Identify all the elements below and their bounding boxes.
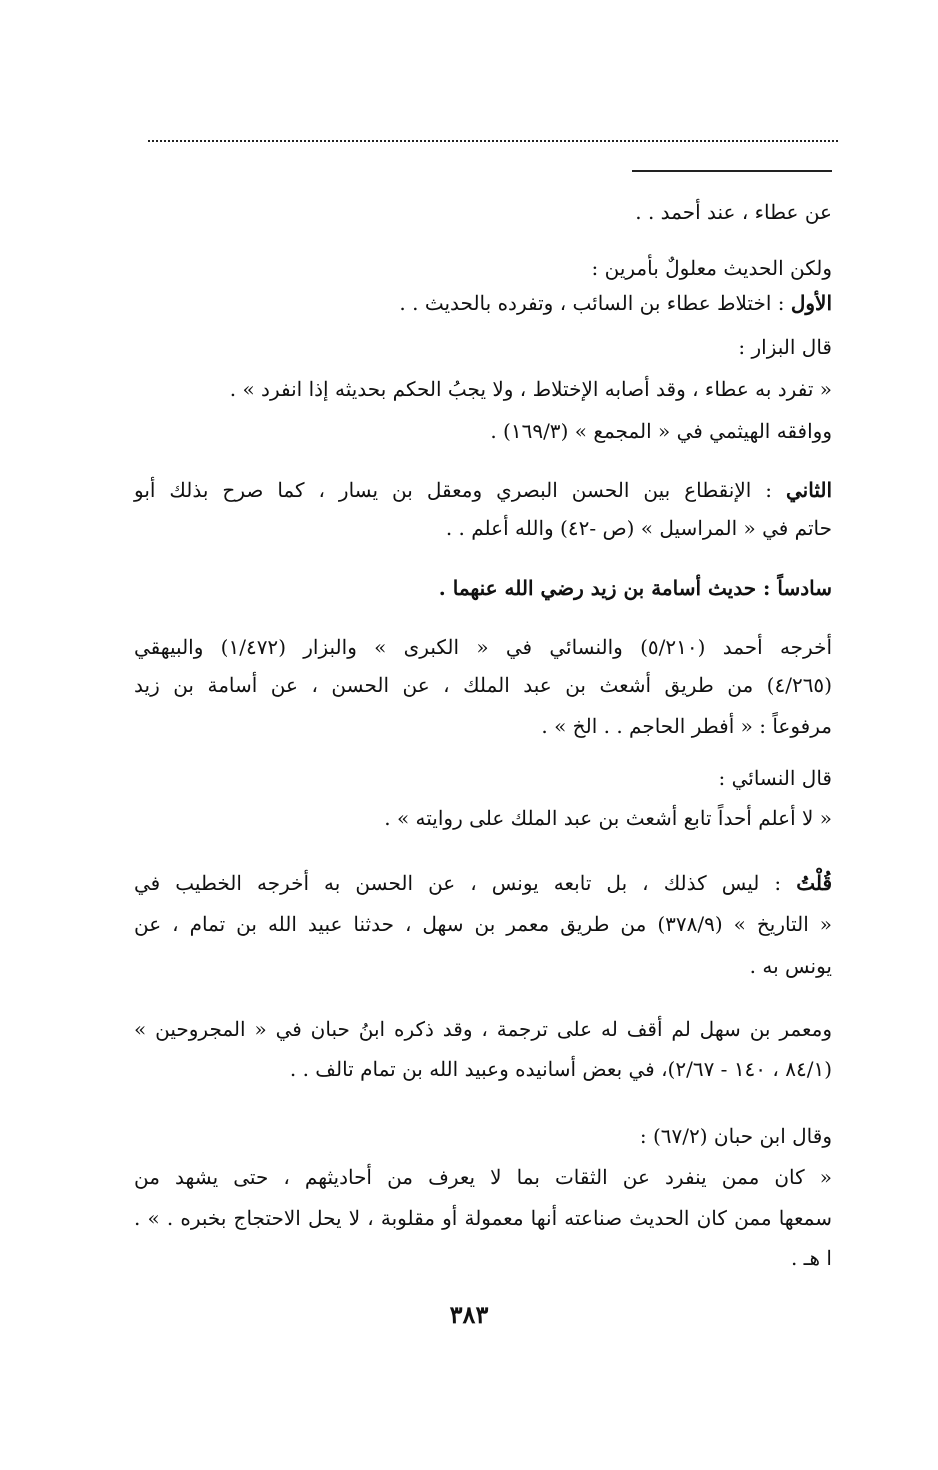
text-line: الأول : اختلاط عطاء بن السائب ، وتفرده بالحديث . . (399, 291, 832, 315)
text-line: (٨٤/١ ، ١٤٠ - ٢/٦٧)، في بعض أسانيده وعبيد الله بن تمام تالف . . (289, 1057, 832, 1081)
text-line: « لا أعلم أحداً تابع أشعث بن عبد الملك على روايته » . (384, 806, 832, 830)
text-line: أخرجه أحمد (٥/٢١٠) والنسائي في « الكبرى » والبزار (١/٤٧٢) والبيهقي (134, 635, 833, 659)
section-heading: سادساً : حديث أسامة بن زيد رضي الله عنهما . (438, 576, 832, 600)
text-line: « تفرد به عطاء ، وقد أصابه الإختلاط ، ولا يجبُ الحكم بحديثه إذا انفرد » . (229, 377, 832, 401)
label-second: الثاني (785, 478, 832, 502)
text-line: حاتم في « المراسيل » (ص -٤٢) والله أعلم . . (445, 516, 832, 540)
text-line: « التاريخ » (٣٧٨/٩) من طريق معمر بن سهل ، حدثنا عبيد الله بن تمام ، عن (134, 912, 833, 936)
text-line: « كان ممن ينفرد عن الثقات بما لا يعرف من أحاديثهم ، حتى يشهد من (134, 1165, 832, 1189)
footnote-rule (632, 170, 832, 172)
text-line: يونس به . (749, 954, 832, 978)
text-line: عن عطاء ، عند أحمد . . (635, 200, 832, 224)
page-number: ٣٨٣ (449, 1300, 489, 1329)
label-qultu: قُلْتُ (796, 871, 833, 895)
label-first: الأول (790, 291, 832, 315)
text-line: قال النسائي : (718, 766, 832, 790)
text-line: سمعها ممن كان الحديث صناعته أنها معمولة أو مقلوبة ، لا يحل الاحتجاج بخبره . » . (134, 1206, 832, 1230)
text-line: ومعمر بن سهل لم أقف له على ترجمة ، وقد ذكره ابنُ حبان في « المجروحين » (134, 1017, 832, 1041)
text-line: وقال ابن حبان (٦٧/٢) : (639, 1124, 832, 1148)
text-line: ووافقه الهيثمي في « المجمع » (١٦٩/٣) . (490, 419, 832, 443)
text-line: قال البزار : (738, 335, 832, 359)
text-line: الثاني : الإنقطاع بين الحسن البصري ومعقل بن يسار ، كما صرح بذلك أبو (134, 478, 832, 502)
text-line: مرفوعاً : « أفطر الحاجم . . الخ » . (541, 714, 832, 738)
text-line: قُلْتُ : ليس كذلك ، بل تابعه يونس ، عن الحسن به أخرجه الخطيب في (134, 871, 833, 895)
dotted-separator (148, 140, 838, 142)
text-line: ولكن الحديث معلولٌ بأمرين : (591, 256, 832, 280)
text-line: (٤/٢٦٥) من طريق أشعث بن عبد الملك ، عن الحسن ، عن أسامة بن زيد (134, 673, 832, 697)
text-line: ا هـ . (790, 1246, 832, 1270)
